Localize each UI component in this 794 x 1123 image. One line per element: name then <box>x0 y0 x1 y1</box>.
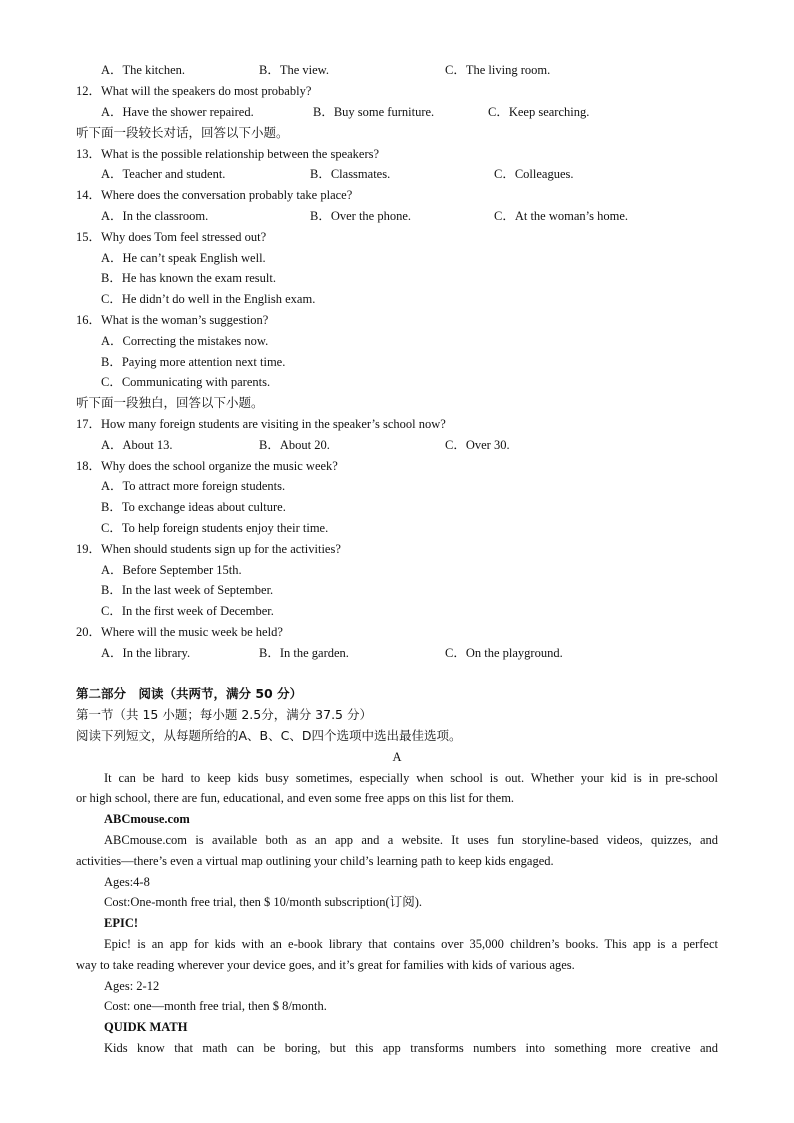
q13-options <box>0 166 794 182</box>
q11-option-c: C．The living room. <box>445 63 551 77</box>
q17-option-b: B．About 20. <box>259 438 330 452</box>
q20-option-a: A．In the library. <box>101 646 191 660</box>
q13-stem: 13．What is the possible relationship between the speakers? <box>76 147 380 161</box>
app-abcmouse-name: ABCmouse.com <box>104 812 190 826</box>
section-monologue-instruction: 听下面一段独白，回答以下小题。 <box>76 395 264 410</box>
q14-option-a: A．In the classroom. <box>101 209 209 223</box>
app-abcmouse-desc-line2: activities—there’s even a virtual map outlining your child’s learning path to keep kids engaged. <box>76 854 554 868</box>
app-abcmouse-ages: Ages:4-8 <box>104 875 150 889</box>
q14-stem: 14．Where does the conversation probably take place? <box>76 188 353 202</box>
q14-option-c: C．At the woman’s home. <box>494 209 629 223</box>
q17-option-a: A．About 13. <box>101 438 173 452</box>
q18-stem: 18．Why does the school organize the music week? <box>76 459 338 473</box>
app-epic-cost: Cost: one—month free trial, then $ 8/month. <box>104 999 327 1013</box>
q12-options <box>0 104 794 120</box>
app-epic-ages: Ages: 2-12 <box>104 979 160 993</box>
q15-option-c: C．He didn’t do well in the English exam. <box>101 292 316 306</box>
q12-option-a: A．Have the shower repaired. <box>101 105 254 119</box>
q15-option-b: B．He has known the exam result. <box>101 271 276 285</box>
q13-option-c: C．Colleagues. <box>494 167 574 181</box>
q11-options <box>0 62 794 78</box>
q11-option-b: B．The view. <box>259 63 330 77</box>
q17-option-c: C．Over 30. <box>445 438 510 452</box>
q20-options <box>0 645 794 661</box>
q13-option-a: A．Teacher and student. <box>101 167 226 181</box>
q12-option-c: C．Keep searching. <box>488 105 590 119</box>
q19-stem: 19．When should students sign up for the activities? <box>76 542 341 556</box>
q20-option-c: C．On the playground. <box>445 646 563 660</box>
section-long-dialog-instruction: 听下面一段较长对话，回答以下小题。 <box>76 125 289 140</box>
q17-stem: 17．How many foreign students are visiting in the speaker’s school now? <box>76 417 446 431</box>
q16-option-b: B．Paying more attention next time. <box>101 355 286 369</box>
q19-option-c: C．In the first week of December. <box>101 604 274 618</box>
passage-intro-line1: It can be hard to keep kids busy sometimes, especially when school is out. Whether your kid is in pre-school <box>104 771 718 785</box>
app-quickmath-name: QUIDK MATH <box>104 1020 188 1034</box>
q19-option-b: B．In the last week of September. <box>101 583 274 597</box>
part2-instruction: 阅读下列短文，从每题所给的A、B、C、D四个选项中选出最佳选项。 <box>76 728 462 743</box>
part2-title: 第二部分 阅读（共两节，满分 50 分） <box>76 686 303 701</box>
q14-options <box>0 208 794 224</box>
q19-option-a: A．Before September 15th. <box>101 563 242 577</box>
q18-option-a: A．To attract more foreign students. <box>101 479 286 493</box>
q18-option-b: B．To exchange ideas about culture. <box>101 500 286 514</box>
app-quickmath-desc-line1: Kids know that math can be boring, but this app transforms numbers into something more creative and <box>104 1041 718 1055</box>
q16-option-a: A．Correcting the mistakes now. <box>101 334 269 348</box>
app-epic-name: EPIC! <box>104 916 139 930</box>
app-abcmouse-cost: Cost:One-month free trial, then $ 10/month subscription(订阅). <box>104 895 423 909</box>
q12-stem: 12．What will the speakers do most probably? <box>76 84 312 98</box>
q17-options <box>0 437 794 453</box>
q16-stem: 16．What is the woman’s suggestion? <box>76 313 269 327</box>
q18-option-c: C．To help foreign students enjoy their time. <box>101 521 329 535</box>
q11-option-a: A．The kitchen. <box>101 63 186 77</box>
q20-stem: 20．Where will the music week be held? <box>76 625 283 639</box>
passage-label: A <box>392 750 402 764</box>
q13-option-b: B．Classmates. <box>310 167 391 181</box>
q15-stem: 15．Why does Tom feel stressed out? <box>76 230 267 244</box>
q14-option-b: B．Over the phone. <box>310 209 412 223</box>
app-epic-desc-line2: way to take reading wherever your device goes, and it’s great for families with kids of various ages. <box>76 958 575 972</box>
q16-option-c: C．Communicating with parents. <box>101 375 271 389</box>
q20-option-b: B．In the garden. <box>259 646 349 660</box>
q12-option-b: B．Buy some furniture. <box>313 105 435 119</box>
q15-option-a: A．He can’t speak English well. <box>101 251 266 265</box>
app-epic-desc-line1: Epic! is an app for kids with an e-book library that contains over 35,000 children’s books. This app is a perfect <box>104 937 718 951</box>
passage-intro-line2: or high school, there are fun, educational, and even some free apps on this list for them. <box>76 791 515 805</box>
app-abcmouse-desc-line1: ABCmouse.com is available both as an app and a website. It uses fun storyline-based videos, quizzes, and <box>104 833 718 847</box>
part2-section1-heading: 第一节（共 15 小题；每小题 2.5分，满分 37.5 分） <box>76 707 372 722</box>
